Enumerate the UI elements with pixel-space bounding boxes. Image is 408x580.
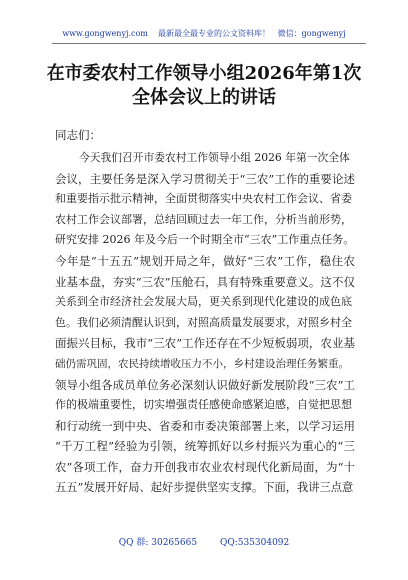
body-line: 础仍需巩固，农民持续增收压力不小，乡村建设治理任务繁重。 bbox=[55, 358, 349, 370]
body-line: 农”各项工作，奋力开创我市农业农村现代化新局面，为“十 bbox=[55, 460, 356, 474]
body-line: 今天我们召开市委农村工作领导小组 2026 年第一次全体 bbox=[79, 151, 350, 164]
body-line: 业基本盘，夯实“三农”压舱石，具有特殊重要意义。这不仅 bbox=[55, 275, 356, 289]
body-line: “千万工程”经验为引领，统筹抓好以乡村振兴为重心的“三 bbox=[55, 439, 356, 453]
body-line: 研究安排 2026 年及今后一个时期全市“三农”工作重点任务。 bbox=[55, 233, 355, 246]
header-divider bbox=[52, 43, 366, 44]
document-title-line-1: 在市委农村工作领导小组2026年第1次 bbox=[46, 63, 362, 84]
site-footer: QQ 群: 30265665 QQ:535304092 bbox=[118, 538, 290, 548]
body-line: 和重要指示批示精神，全面贯彻落实中央农村工作会议、省委 bbox=[55, 192, 352, 205]
body-line: 会议，主要任务是深入学习贯彻关于“三农”工作的重要论述 bbox=[55, 172, 356, 186]
body-line: 面振兴目标，我市“三农”工作还存在不少短板弱项，农业基 bbox=[55, 336, 356, 350]
body-line: 和行动统一到中央、省委和市委决策部署上来，以学习运用 bbox=[55, 419, 356, 433]
site-header: www.gongwenyj.com 最新最全最专业的公文资料库！ 微信：gongwenyj bbox=[62, 29, 346, 38]
document-title-line-2: 全体会议上的讲话 bbox=[132, 87, 276, 108]
body-line: 作的极端重要性，切实增强责任感使命感紧迫感，自觉把思想 bbox=[55, 398, 352, 411]
body-line: 今年是“十五五”规划开局之年，做好“三农”工作，稳住农 bbox=[55, 254, 356, 268]
body-line: 五五”发展开好局、起好步提供坚实支撑。下面，我讲三点意 bbox=[55, 481, 354, 494]
body-line: 色。我们必须清醒认识到，对照高质量发展要求，对照乡村全 bbox=[55, 316, 352, 329]
body-line: 领导小组各成员单位务必深刻认识做好新发展阶段“三农”工 bbox=[55, 378, 356, 392]
greeting: 同志们： bbox=[55, 128, 101, 142]
body-line: 农村工作会议部署，总结回顾过去一年工作，分析当前形势， bbox=[55, 213, 352, 226]
body-line: 关系到全市经济社会发展大局，更关系到现代化建设的成色底 bbox=[55, 295, 352, 308]
